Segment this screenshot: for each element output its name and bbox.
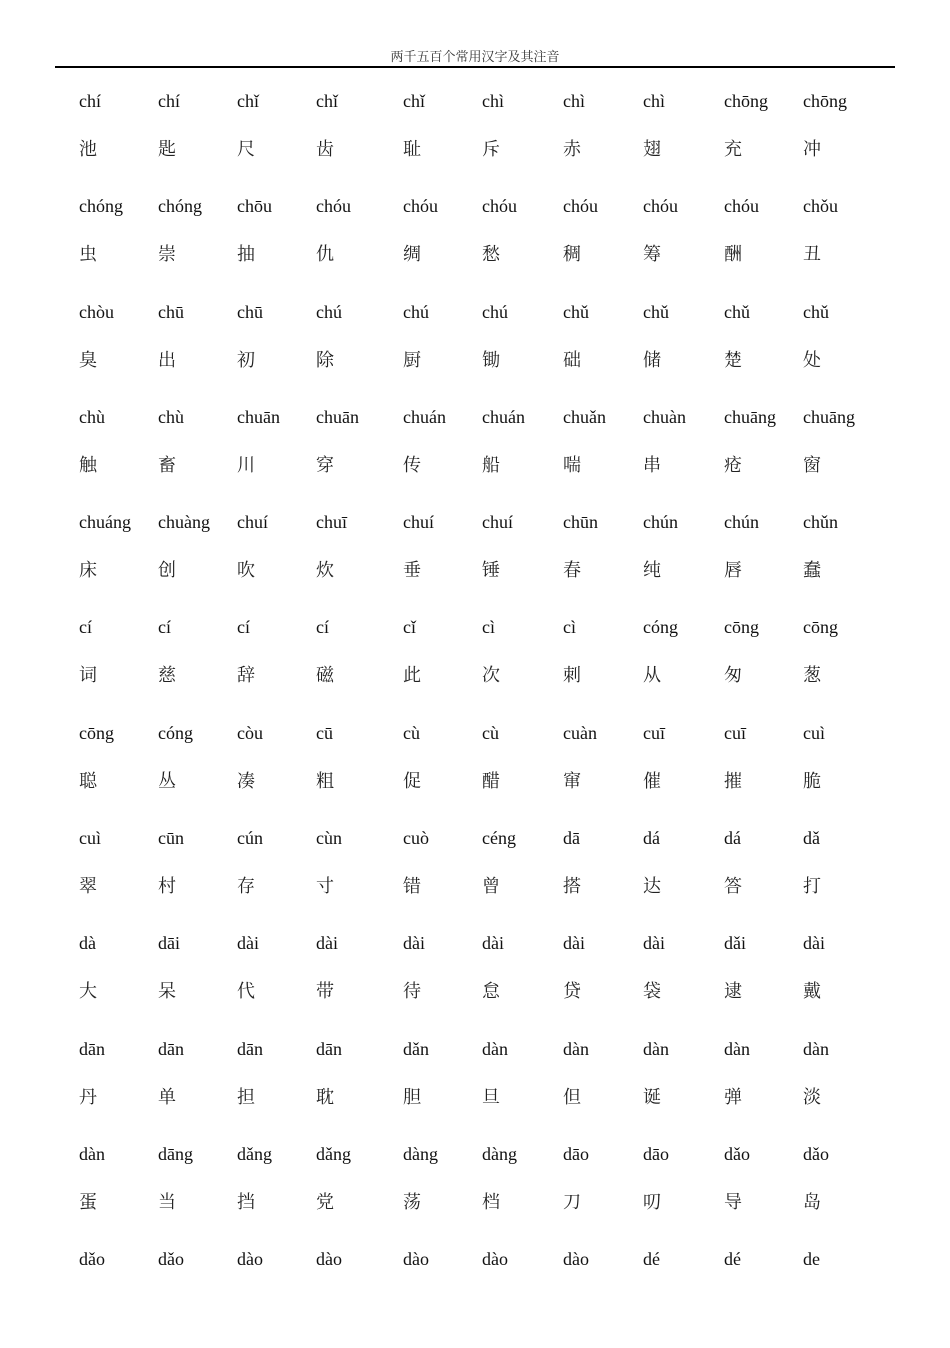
hanzi-row (79, 768, 899, 798)
hanzi-cell: 曾 (482, 876, 500, 898)
pinyin-cell: cuàn (563, 722, 597, 743)
pinyin-cell: chù (79, 406, 105, 427)
hanzi-cell: 戴 (803, 981, 821, 1003)
hanzi-cell: 刺 (563, 665, 581, 687)
pinyin-cell: dá (643, 828, 660, 849)
pinyin-row (79, 1245, 899, 1275)
hanzi-cell: 串 (643, 454, 661, 476)
pinyin-cell: chǔ (803, 301, 829, 322)
pinyin-cell: chòu (79, 301, 114, 322)
entry-row (79, 295, 899, 400)
pinyin-cell: chuàng (158, 512, 210, 533)
pinyin-cell: chǔ (724, 301, 750, 322)
pinyin-cell: dǎo (724, 1143, 750, 1164)
pinyin-cell: dài (803, 933, 825, 954)
hanzi-cell: 辞 (237, 665, 255, 687)
hanzi-cell: 畜 (158, 454, 176, 476)
pinyin-cell: chóu (724, 196, 759, 217)
hanzi-row (79, 978, 899, 1008)
hanzi-cell: 袋 (643, 981, 661, 1003)
page-header-title: 两千五百个常用汉字及其注音 (55, 49, 895, 68)
pinyin-cell: cóng (158, 722, 193, 743)
entry-row (79, 400, 899, 505)
pinyin-cell: chuí (403, 512, 434, 533)
pinyin-cell: dàn (482, 1038, 508, 1059)
hanzi-cell: 窗 (803, 454, 821, 476)
pinyin-row (79, 1035, 899, 1065)
entry-row (79, 926, 899, 1031)
hanzi-cell: 打 (803, 876, 821, 898)
pinyin-row (79, 613, 899, 643)
pinyin-row (79, 192, 899, 222)
hanzi-cell: 绸 (403, 244, 421, 266)
pinyin-cell: chì (643, 91, 665, 111)
pinyin-cell: dǎn (403, 1038, 429, 1059)
hanzi-cell: 川 (237, 454, 255, 476)
hanzi-cell: 唇 (724, 560, 742, 582)
hanzi-cell: 稠 (563, 244, 581, 266)
hanzi-cell: 喘 (563, 454, 581, 476)
pinyin-cell: chí (158, 91, 180, 111)
hanzi-cell: 诞 (643, 1086, 661, 1108)
hanzi-cell: 崇 (158, 244, 176, 266)
pinyin-cell: chún (643, 512, 678, 533)
hanzi-cell: 船 (482, 454, 500, 476)
hanzi-cell: 储 (643, 349, 661, 371)
hanzi-cell: 斥 (482, 139, 500, 160)
pinyin-cell: chuān (237, 406, 280, 427)
hanzi-cell: 翠 (79, 876, 97, 898)
pinyin-cell: cùn (316, 828, 342, 849)
hanzi-cell: 床 (79, 560, 97, 582)
pinyin-row (79, 87, 899, 117)
hanzi-cell: 当 (158, 1191, 176, 1213)
pinyin-cell: chūn (563, 512, 598, 533)
pinyin-cell: dé (643, 1249, 660, 1270)
hanzi-cell: 传 (403, 454, 421, 476)
hanzi-cell: 池 (79, 139, 97, 160)
pinyin-cell: dài (482, 933, 504, 954)
pinyin-cell: dān (79, 1038, 105, 1059)
hanzi-cell: 词 (79, 665, 97, 687)
hanzi-cell: 慈 (158, 665, 176, 687)
hanzi-cell: 充 (724, 139, 742, 160)
pinyin-cell: dài (237, 933, 259, 954)
pinyin-cell: dān (316, 1038, 342, 1059)
hanzi-cell: 纯 (643, 560, 661, 582)
pinyin-cell: chú (403, 301, 429, 322)
pinyin-cell: cūn (158, 828, 184, 849)
hanzi-cell: 胆 (403, 1086, 421, 1108)
hanzi-cell: 档 (482, 1191, 500, 1213)
hanzi-row (79, 557, 899, 587)
hanzi-cell: 赤 (563, 139, 581, 160)
hanzi-cell: 吹 (237, 560, 255, 582)
hanzi-cell: 担 (237, 1086, 255, 1108)
hanzi-cell: 尺 (237, 139, 255, 160)
hanzi-cell: 错 (403, 876, 421, 898)
pinyin-row (79, 508, 899, 538)
pinyin-cell: dàn (643, 1038, 669, 1059)
pinyin-cell: chóu (316, 196, 351, 217)
pinyin-cell: chuǎn (563, 406, 606, 427)
pinyin-cell: chǔ (643, 301, 669, 322)
pinyin-cell: chōng (803, 91, 847, 111)
hanzi-cell: 凑 (237, 770, 255, 792)
pinyin-cell: dài (563, 933, 585, 954)
pinyin-character-table (79, 84, 899, 1348)
pinyin-cell: chì (482, 91, 504, 111)
pinyin-cell: chuán (482, 406, 525, 427)
pinyin-cell: chuāng (724, 406, 776, 427)
hanzi-cell: 醋 (482, 770, 500, 792)
pinyin-cell: chū (237, 301, 263, 322)
hanzi-cell: 怠 (482, 981, 500, 1003)
pinyin-cell: chú (316, 301, 342, 322)
hanzi-cell: 弹 (724, 1086, 742, 1108)
pinyin-cell: chuáng (79, 512, 131, 533)
pinyin-cell: chún (724, 512, 759, 533)
hanzi-cell: 导 (724, 1191, 742, 1213)
hanzi-cell: 党 (316, 1191, 334, 1213)
pinyin-row (79, 719, 899, 749)
hanzi-cell: 创 (158, 560, 176, 582)
hanzi-cell: 匆 (724, 665, 742, 687)
hanzi-cell: 旦 (482, 1086, 500, 1108)
pinyin-cell: cún (237, 828, 263, 849)
pinyin-cell: chú (482, 301, 508, 322)
pinyin-cell: chǔn (803, 512, 838, 533)
pinyin-cell: chǐ (316, 91, 338, 111)
pinyin-cell: chuán (403, 406, 446, 427)
pinyin-row (79, 403, 899, 433)
hanzi-cell: 丑 (803, 244, 821, 266)
hanzi-row (79, 873, 899, 903)
hanzi-cell: 翅 (643, 139, 661, 160)
hanzi-cell: 楚 (724, 349, 742, 371)
pinyin-cell: cuì (79, 828, 101, 849)
pinyin-cell: chuí (482, 512, 513, 533)
hanzi-cell: 酬 (724, 244, 742, 266)
pinyin-cell: chóu (482, 196, 517, 217)
pinyin-cell: chuān (316, 406, 359, 427)
pinyin-row (79, 929, 899, 959)
hanzi-cell: 淡 (803, 1086, 821, 1108)
pinyin-cell: cōng (803, 617, 838, 638)
hanzi-cell: 逮 (724, 981, 742, 1003)
pinyin-cell: dǎ (803, 828, 820, 849)
pinyin-cell: cuò (403, 828, 429, 849)
hanzi-cell: 础 (563, 349, 581, 371)
pinyin-cell: dà (79, 933, 96, 954)
hanzi-cell: 此 (403, 665, 421, 687)
hanzi-cell: 挡 (237, 1191, 255, 1213)
pinyin-cell: cù (403, 722, 420, 743)
pinyin-row (79, 1140, 899, 1170)
hanzi-cell: 锄 (482, 349, 500, 371)
pinyin-row (79, 824, 899, 854)
hanzi-cell: 次 (482, 665, 500, 687)
hanzi-cell: 齿 (316, 139, 334, 160)
hanzi-cell: 炊 (316, 560, 334, 582)
pinyin-cell: dǎng (237, 1143, 272, 1164)
hanzi-cell: 代 (237, 981, 255, 1003)
hanzi-cell: 初 (237, 349, 255, 371)
hanzi-cell: 荡 (403, 1191, 421, 1213)
hanzi-cell: 单 (158, 1086, 176, 1108)
hanzi-cell: 耻 (403, 139, 421, 160)
hanzi-cell: 冲 (803, 139, 821, 160)
entry-row (79, 1242, 899, 1347)
hanzi-cell: 葱 (803, 665, 821, 687)
pinyin-cell: dàng (482, 1143, 517, 1164)
entry-row (79, 505, 899, 610)
pinyin-cell: dào (316, 1249, 342, 1270)
hanzi-cell: 出 (158, 349, 176, 371)
pinyin-cell: chuāng (803, 406, 855, 427)
pinyin-cell: dàn (563, 1038, 589, 1059)
hanzi-cell: 锤 (482, 560, 500, 582)
pinyin-cell: dāo (643, 1143, 669, 1164)
hanzi-row (79, 662, 899, 692)
hanzi-cell: 从 (643, 665, 661, 687)
pinyin-cell: chí (79, 91, 101, 111)
hanzi-row (79, 1189, 899, 1219)
pinyin-cell: dài (643, 933, 665, 954)
pinyin-cell: dāo (563, 1143, 589, 1164)
pinyin-cell: cuī (643, 722, 665, 743)
pinyin-cell: cí (237, 617, 250, 638)
pinyin-cell: dào (403, 1249, 429, 1270)
hanzi-cell: 虫 (79, 244, 97, 266)
entry-row (79, 84, 899, 189)
hanzi-cell: 春 (563, 560, 581, 582)
pinyin-cell: dào (563, 1249, 589, 1270)
hanzi-cell: 窜 (563, 770, 581, 792)
pinyin-cell: cū (316, 722, 333, 743)
pinyin-cell: dān (237, 1038, 263, 1059)
hanzi-cell: 促 (403, 770, 421, 792)
entry-row (79, 1137, 899, 1242)
hanzi-cell: 寸 (316, 876, 334, 898)
hanzi-cell: 匙 (158, 139, 176, 160)
pinyin-cell: chōu (237, 196, 272, 217)
hanzi-cell: 脆 (803, 770, 821, 792)
pinyin-cell: dǎng (316, 1143, 351, 1164)
pinyin-cell: dān (158, 1038, 184, 1059)
pinyin-cell: cù (482, 722, 499, 743)
hanzi-row (79, 241, 899, 271)
pinyin-cell: chuí (237, 512, 268, 533)
hanzi-cell: 叨 (643, 1191, 661, 1213)
pinyin-cell: cóng (643, 617, 678, 638)
pinyin-cell: chuàn (643, 406, 686, 427)
pinyin-cell: dāi (158, 933, 180, 954)
pinyin-cell: chǐ (403, 91, 425, 111)
entry-row (79, 1032, 899, 1137)
hanzi-cell: 蛋 (79, 1191, 97, 1213)
hanzi-cell: 待 (403, 981, 421, 1003)
pinyin-cell: chuī (316, 512, 347, 533)
hanzi-cell: 聪 (79, 770, 97, 792)
hanzi-cell: 搭 (563, 876, 581, 898)
hanzi-cell: 厨 (403, 349, 421, 371)
pinyin-cell: dā (563, 828, 580, 849)
hanzi-row (79, 347, 899, 377)
pinyin-cell: cì (563, 617, 576, 638)
pinyin-cell: dāng (158, 1143, 193, 1164)
hanzi-cell: 丹 (79, 1086, 97, 1108)
pinyin-cell: cuī (724, 722, 746, 743)
hanzi-cell: 摧 (724, 770, 742, 792)
entry-row (79, 716, 899, 821)
pinyin-cell: chóu (643, 196, 678, 217)
pinyin-cell: chóu (563, 196, 598, 217)
hanzi-cell: 岛 (803, 1191, 821, 1213)
pinyin-cell: chū (158, 301, 184, 322)
pinyin-cell: còu (237, 722, 263, 743)
pinyin-cell: chì (563, 91, 585, 111)
pinyin-cell: cǐ (403, 617, 416, 638)
pinyin-cell: dǎi (724, 933, 746, 954)
hanzi-cell: 疮 (724, 454, 742, 476)
pinyin-cell: dàng (403, 1143, 438, 1164)
pinyin-cell: chǐ (237, 91, 259, 111)
hanzi-cell: 处 (803, 349, 821, 371)
pinyin-cell: cí (79, 617, 92, 638)
hanzi-cell: 触 (79, 454, 97, 476)
pinyin-cell: chóng (158, 196, 202, 217)
hanzi-row (79, 1084, 899, 1114)
entry-row (79, 610, 899, 715)
hanzi-cell: 臭 (79, 349, 97, 371)
hanzi-cell: 贷 (563, 981, 581, 1003)
pinyin-cell: chǒu (803, 196, 838, 217)
pinyin-cell: de (803, 1249, 820, 1270)
pinyin-cell: chōng (724, 91, 768, 111)
pinyin-cell: chóng (79, 196, 123, 217)
hanzi-cell: 呆 (158, 981, 176, 1003)
pinyin-cell: dá (724, 828, 741, 849)
pinyin-cell: chù (158, 406, 184, 427)
hanzi-row (79, 136, 899, 166)
hanzi-cell: 耽 (316, 1086, 334, 1108)
hanzi-cell: 答 (724, 876, 742, 898)
pinyin-cell: dài (403, 933, 425, 954)
hanzi-cell: 村 (158, 876, 176, 898)
pinyin-cell: dào (237, 1249, 263, 1270)
hanzi-cell: 愁 (482, 244, 500, 266)
pinyin-cell: dǎo (803, 1143, 829, 1164)
pinyin-cell: cōng (724, 617, 759, 638)
pinyin-cell: dàn (79, 1143, 105, 1164)
hanzi-cell: 筹 (643, 244, 661, 266)
pinyin-cell: céng (482, 828, 516, 849)
pinyin-cell: dàn (724, 1038, 750, 1059)
hanzi-cell: 带 (316, 981, 334, 1003)
pinyin-row (79, 298, 899, 328)
hanzi-cell: 蠢 (803, 560, 821, 582)
hanzi-cell: 仇 (316, 244, 334, 266)
hanzi-cell: 大 (79, 981, 97, 1003)
pinyin-cell: cí (158, 617, 171, 638)
pinyin-cell: cì (482, 617, 495, 638)
hanzi-cell: 除 (316, 349, 334, 371)
hanzi-row (79, 452, 899, 482)
pinyin-cell: cōng (79, 722, 114, 743)
pinyin-cell: dàn (803, 1038, 829, 1059)
pinyin-cell: cí (316, 617, 329, 638)
hanzi-cell: 垂 (403, 560, 421, 582)
hanzi-cell: 达 (643, 876, 661, 898)
entry-row (79, 821, 899, 926)
pinyin-cell: chóu (403, 196, 438, 217)
hanzi-cell: 穿 (316, 454, 334, 476)
hanzi-cell: 存 (237, 876, 255, 898)
pinyin-cell: dài (316, 933, 338, 954)
hanzi-cell: 催 (643, 770, 661, 792)
hanzi-cell: 丛 (158, 770, 176, 792)
pinyin-cell: dǎo (79, 1249, 105, 1270)
hanzi-cell: 但 (563, 1086, 581, 1108)
hanzi-cell: 刀 (563, 1191, 581, 1213)
pinyin-cell: dǎo (158, 1249, 184, 1270)
pinyin-cell: dào (482, 1249, 508, 1270)
pinyin-cell: chǔ (563, 301, 589, 322)
entry-row (79, 189, 899, 294)
hanzi-cell: 抽 (237, 244, 255, 266)
pinyin-cell: cuì (803, 722, 825, 743)
hanzi-cell: 粗 (316, 770, 334, 792)
pinyin-cell: dé (724, 1249, 741, 1270)
hanzi-cell: 磁 (316, 665, 334, 687)
